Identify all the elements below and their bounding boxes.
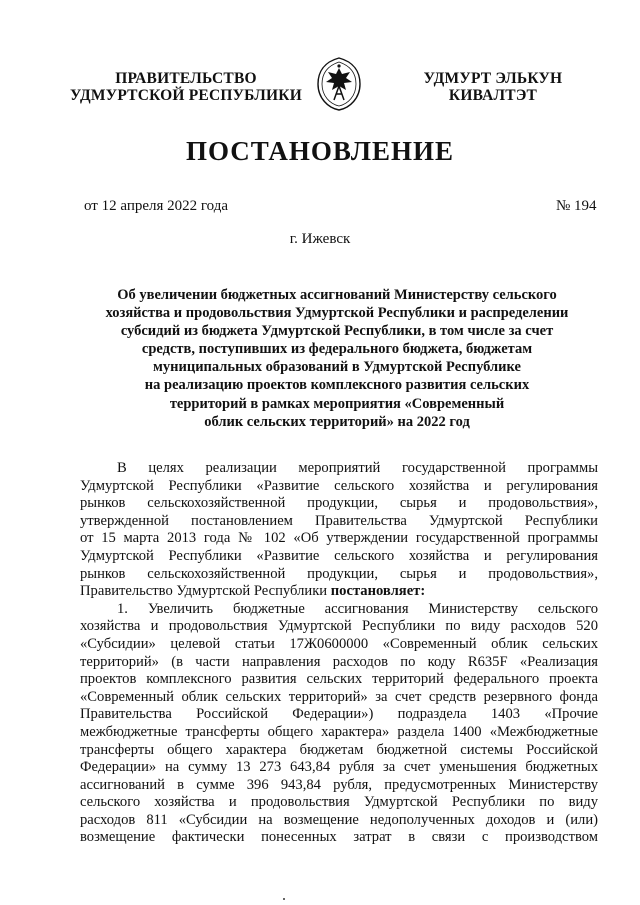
heading-line: облик сельских территорий» на 2022 год	[204, 413, 470, 430]
heading-line: муниципальных образований в Удмуртской Республике	[153, 359, 521, 376]
body-line: трансферты общего характера бюджетам бюджетной системы Российской	[80, 741, 598, 758]
heading-line: средств, поступивших из федерального бюджета, бюджетам	[141, 341, 533, 358]
body-line: рынков сельскохозяйственной продукции, сырья и продовольствия»,	[80, 495, 598, 512]
body-line: «Субсидии» целевой статьи 17Ж0600000 «Современный облик сельских	[80, 635, 598, 652]
body-line: 1. Увеличить бюджетные ассигнования Министерству сельского	[117, 600, 598, 617]
document-number: № 194	[556, 198, 597, 214]
body-line: «Современный облик сельских территорий» за счет средств резервного фонда	[80, 688, 598, 705]
body-line: межбюджетные трансферты общего характера» раздела 1400 «Межбюджетные	[80, 723, 598, 740]
body-line-text: Правительство Удмуртской Республики	[80, 583, 328, 600]
heading-line: на реализацию проектов комплексного развития сельских	[144, 377, 530, 394]
org-name-udmurt	[408, 70, 578, 104]
body-line: проектов комплексного развития сельских территорий федерального проекта	[80, 671, 598, 688]
document-city: г. Ижевск	[289, 231, 351, 247]
body-line: рынков сельскохозяйственной продукции, сырья и продовольствия»,	[80, 565, 598, 582]
org-name-line: УДМУРТСКОЙ РЕСПУБЛИКИ	[70, 87, 302, 104]
document-heading	[78, 286, 596, 431]
body-line: Удмуртской Республики «Развитие сельского хозяйства и регулирования	[80, 477, 598, 494]
body-line: расходов 811 «Субсидии на возмещение недополученных доходов и (или)	[80, 811, 598, 828]
body-line-resolution	[80, 583, 598, 601]
scan-speck	[283, 898, 285, 900]
body-line: Правительства Российской Федерации») подраздела 1403 «Прочие	[80, 706, 598, 723]
document-body	[80, 460, 598, 847]
heading-line: Об увеличении бюджетных ассигнований Министерству сельского	[117, 287, 557, 303]
body-line: хозяйства и продовольствия Удмуртской Республики по виду расходов 520	[80, 618, 598, 635]
org-name-line: КИВАЛТЭТ	[448, 87, 538, 104]
org-name-line: УДМУРТ ЭЛЬКУН	[423, 70, 563, 87]
body-line: ассигнований в сумме 396 943,84 рубля, предусмотренных Министерству	[80, 776, 598, 793]
resolution-word: постановляет	[330, 583, 421, 600]
org-name-line: ПРАВИТЕЛЬСТВО	[115, 70, 257, 87]
body-line: утвержденной постановлением Правительства Удмуртской Республики	[80, 512, 598, 529]
body-line: В целях реализации мероприятий государственной программы	[117, 460, 598, 476]
resolution-colon: :	[420, 583, 426, 600]
body-line: Федерации» на сумму 13 273 643,84 рубля за счет уменьшения бюджетных	[80, 759, 598, 776]
coat-of-arms-icon	[314, 56, 364, 112]
body-line: Удмуртской Республики «Развитие сельского хозяйства и регулирования	[80, 547, 598, 564]
heading-line: субсидий из бюджета Удмуртской Республики, в том числе за счет	[120, 323, 554, 340]
body-line: возмещение фактически понесенных затрат в связи с производством	[80, 829, 598, 846]
body-line: территорий» (в части направления расходов по коду R635F «Реализация	[80, 653, 598, 670]
body-line: от 15 марта 2013 года № 102 «Об утверждении государственной программы	[80, 530, 598, 547]
org-name-russian	[66, 70, 306, 104]
body-line: сельского хозяйства и продовольствия Удмуртской Республики по виду	[80, 794, 598, 811]
heading-line: территорий в рамках мероприятия «Современный	[169, 395, 505, 412]
document-date: от 12 апреля 2022 года	[84, 198, 229, 214]
document-title: ПОСТАНОВЛЕНИЕ	[185, 136, 455, 166]
heading-line: хозяйства и продовольствия Удмуртской Республики и распределении	[105, 305, 569, 322]
